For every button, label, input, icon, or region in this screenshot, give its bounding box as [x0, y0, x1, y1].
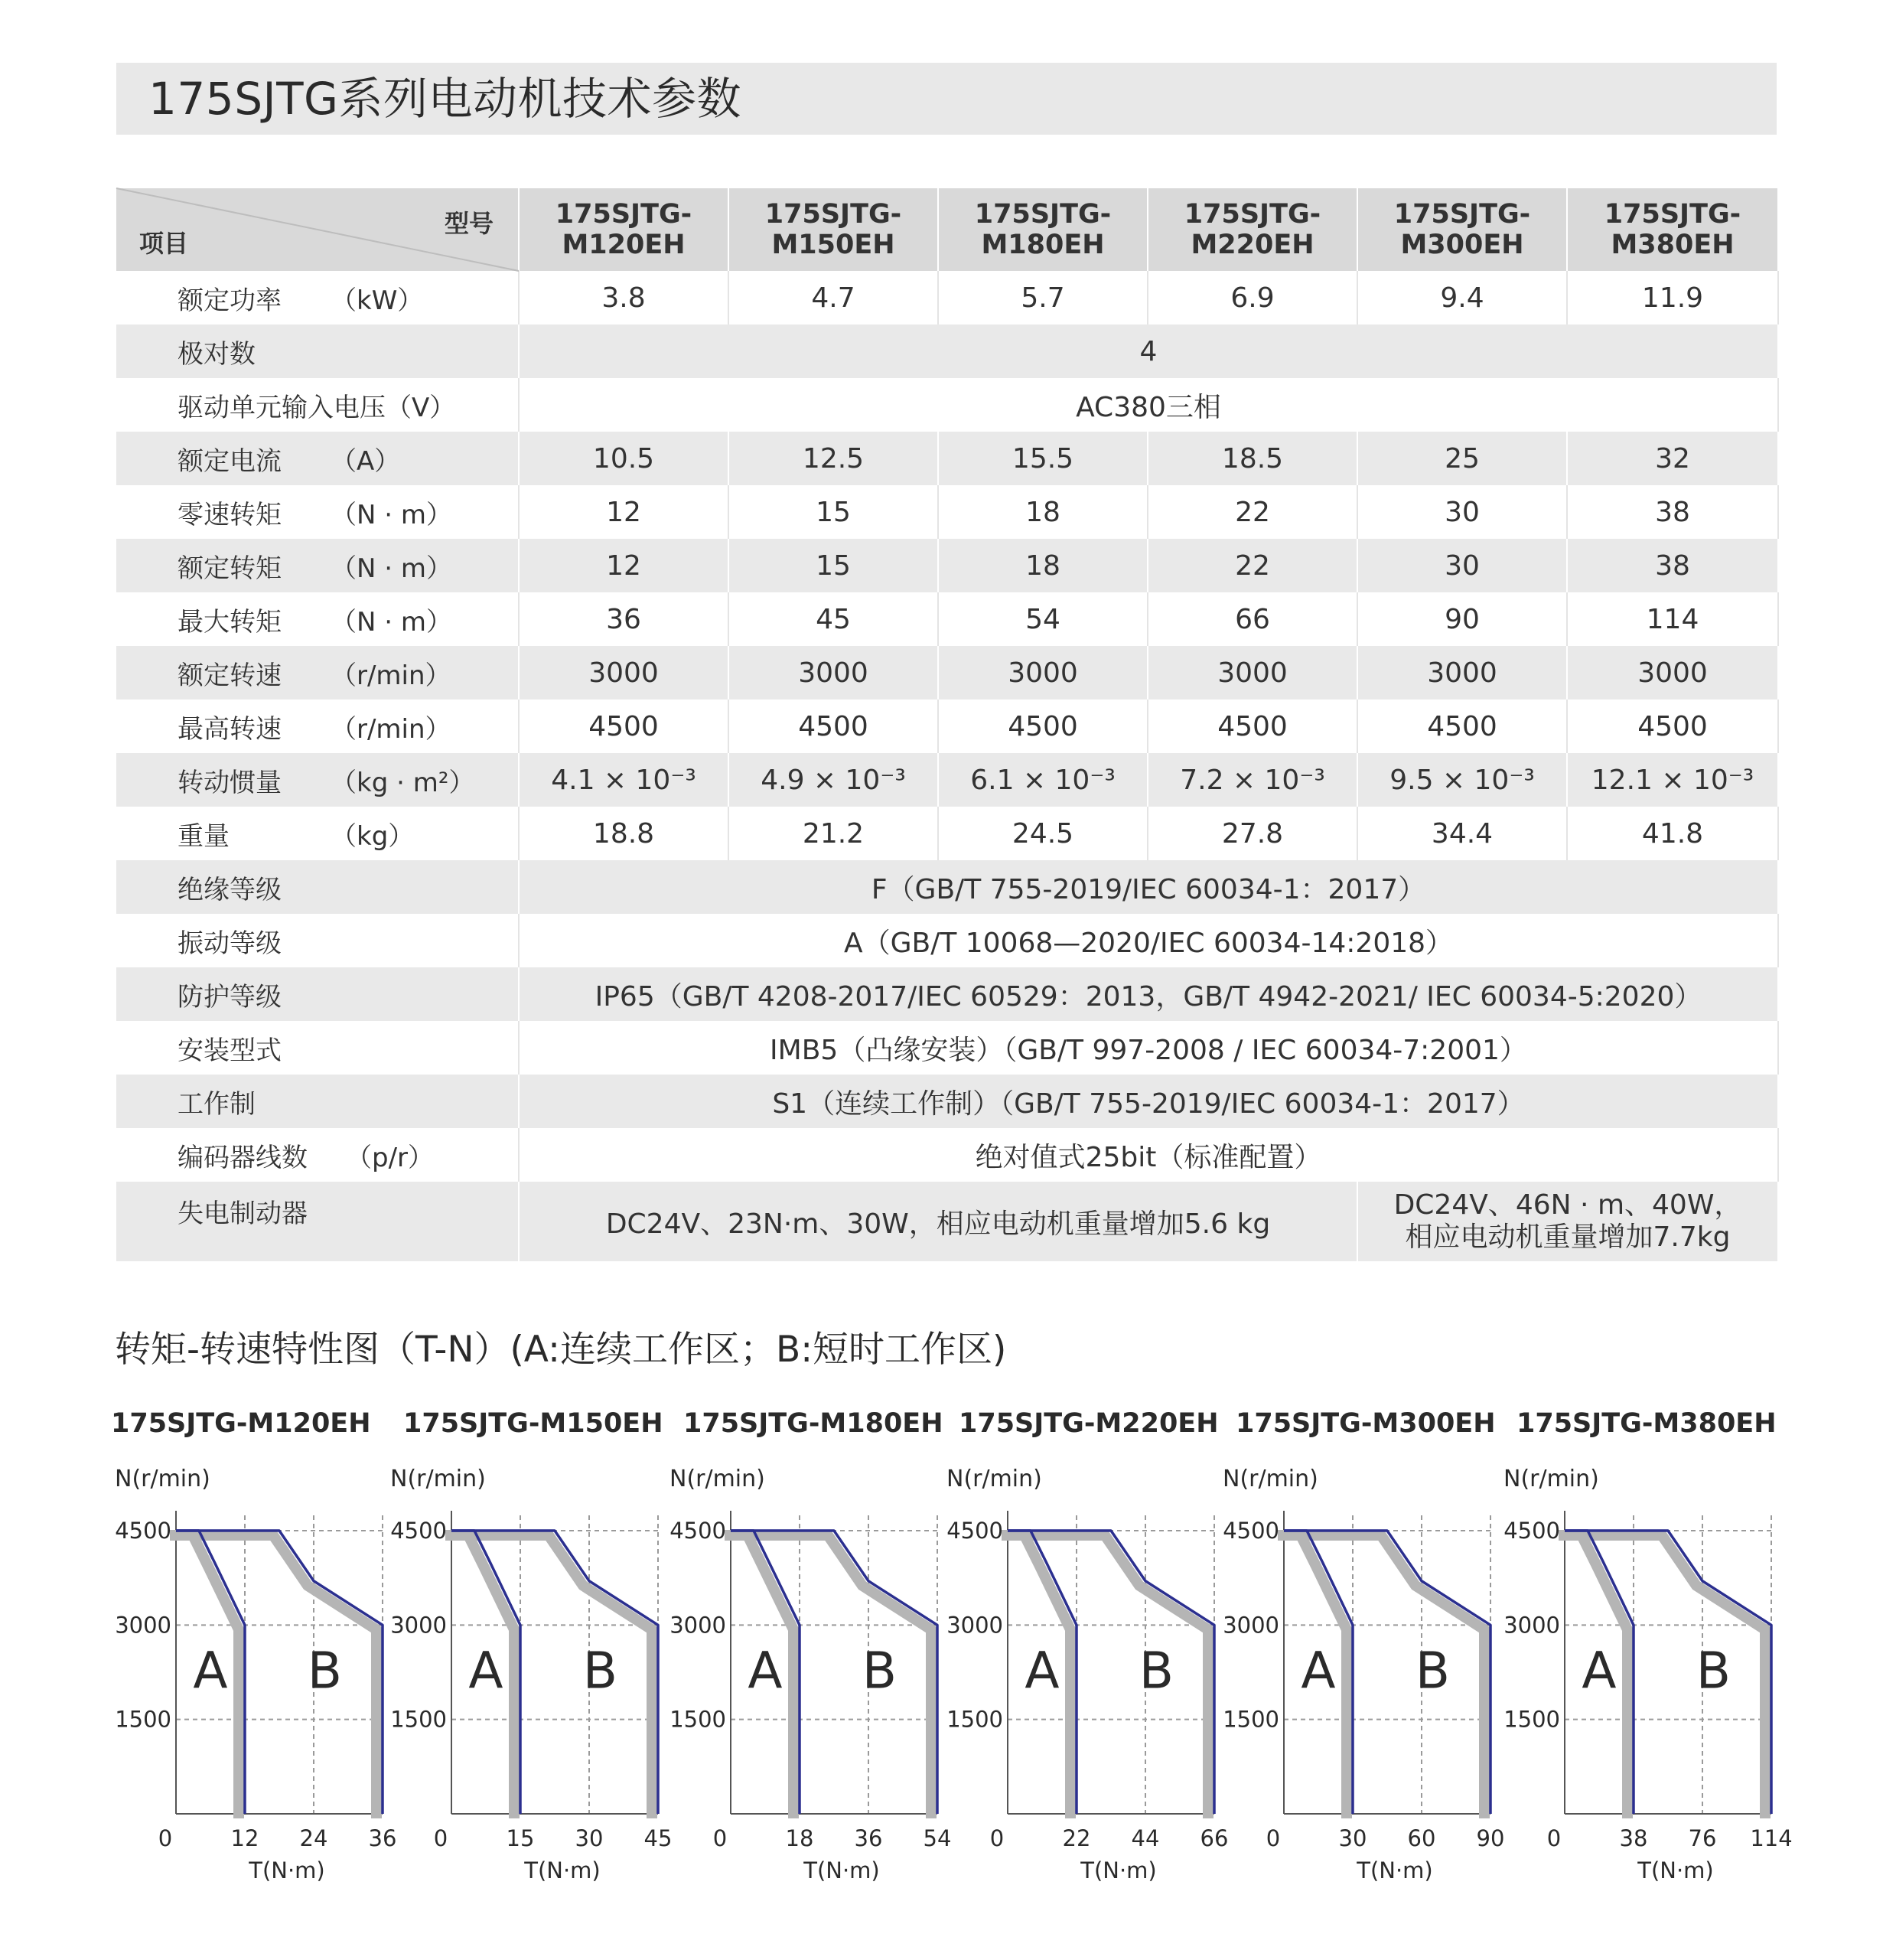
- row-unit: （N · m）: [331, 553, 452, 584]
- row-label-cell: [116, 967, 519, 1021]
- value-cell: 4500: [1357, 700, 1567, 753]
- brake-large-line2: 相应电动机重量增加7.7kg: [1405, 1221, 1731, 1253]
- value-cell: 4500: [519, 700, 728, 753]
- y-tick-label: 1500: [1223, 1706, 1279, 1733]
- value-cell: 5.7: [938, 271, 1148, 324]
- row-label: 额定电流: [178, 445, 282, 477]
- value-cell: 38: [1567, 539, 1778, 592]
- y-tick-label: 3000: [1223, 1612, 1279, 1639]
- model-header-cell: [728, 188, 938, 271]
- value-cell: 4500: [1148, 700, 1357, 753]
- chart-title: 175SJTG-M300EH: [1236, 1408, 1496, 1439]
- x-tick-label: 0: [1266, 1825, 1281, 1851]
- tn-chart: [662, 1454, 953, 1898]
- x-tick-label: 36: [854, 1825, 883, 1851]
- table-corner-cell: [116, 188, 519, 271]
- region-label-a: A: [1582, 1641, 1617, 1701]
- x-tick-label: 90: [1476, 1825, 1505, 1851]
- value-cell: 24.5: [938, 807, 1148, 860]
- tn-chart: [1215, 1454, 1506, 1898]
- row-label-cell: [116, 1182, 519, 1261]
- row-label: 安装型式: [178, 1035, 282, 1066]
- row-label: 零速转矩: [178, 499, 282, 530]
- table-row: [116, 914, 1778, 967]
- table-row: [116, 807, 1778, 860]
- model-header-cell: [938, 188, 1148, 271]
- table-row: [116, 1182, 1778, 1261]
- x-tick-label: 0: [1546, 1825, 1562, 1851]
- corner-model-label: 型号: [444, 209, 494, 238]
- x-tick-label: 30: [575, 1825, 604, 1851]
- row-label: 最大转矩: [178, 606, 282, 638]
- table-row: [116, 485, 1778, 539]
- y-tick-label: 3000: [946, 1612, 1003, 1639]
- region-label-a: A: [468, 1641, 503, 1701]
- region-label-b: B: [1696, 1641, 1731, 1701]
- brake-large-line1: DC24V、46N · m、40W，: [1393, 1189, 1742, 1221]
- model-name-line2: M380EH: [1611, 230, 1735, 260]
- x-tick-label: 0: [158, 1825, 173, 1851]
- value-cell: 12.1 × 10⁻³: [1567, 753, 1778, 807]
- x-tick-label: 30: [1338, 1825, 1367, 1851]
- row-label-cell: [116, 1128, 519, 1182]
- y-axis-label: N(r/min): [946, 1466, 1042, 1492]
- value-cell: 25: [1357, 432, 1567, 485]
- row-label-cell: [116, 539, 519, 592]
- value-cell: 11.9: [1567, 271, 1778, 324]
- value-cell: 9.4: [1357, 271, 1567, 324]
- value-cell: 15: [728, 485, 938, 539]
- x-tick-label: 60: [1407, 1825, 1436, 1851]
- row-label-cell: [116, 432, 519, 485]
- row-label-cell: [116, 914, 519, 967]
- table-row: [116, 378, 1778, 432]
- y-axis-label: N(r/min): [1223, 1466, 1318, 1492]
- tn-chart: [939, 1454, 1230, 1898]
- value-cell: 3000: [519, 646, 728, 700]
- value-cell: 4.7: [728, 271, 938, 324]
- spec-table: [116, 188, 1779, 1261]
- model-name-line2: M220EH: [1191, 230, 1314, 260]
- y-tick-label: 3000: [390, 1612, 447, 1639]
- value-cell: 66: [1148, 592, 1357, 646]
- chart-title: 175SJTG-M220EH: [959, 1408, 1219, 1439]
- row-label: 振动等级: [178, 928, 282, 959]
- row-label-cell: [116, 378, 519, 432]
- merged-value-cell: S1（连续工作制）（GB/T 755-2019/IEC 60034-1：2017）: [519, 1075, 1778, 1128]
- row-label-cell: [116, 646, 519, 700]
- x-tick-label: 66: [1200, 1825, 1229, 1851]
- table-header-row: [116, 188, 1778, 271]
- y-tick-label: 3000: [669, 1612, 726, 1639]
- region-label-a: A: [193, 1641, 228, 1701]
- value-cell: 4.9 × 10⁻³: [728, 753, 938, 807]
- page-title: 175SJTG系列电动机技术参数: [148, 73, 741, 125]
- row-label-cell: [116, 324, 519, 378]
- row-label-cell: [116, 271, 519, 324]
- y-tick-label: 4500: [669, 1518, 726, 1544]
- y-axis-label: N(r/min): [115, 1466, 210, 1492]
- value-cell: 9.5 × 10⁻³: [1357, 753, 1567, 807]
- row-unit: （kg）: [331, 820, 415, 852]
- x-axis-label: T(N·m): [1080, 1857, 1157, 1883]
- value-cell: 38: [1567, 485, 1778, 539]
- value-cell: 34.4: [1357, 807, 1567, 860]
- value-cell: 32: [1567, 432, 1778, 485]
- value-cell: 12.5: [728, 432, 938, 485]
- row-unit: （kW）: [331, 285, 424, 316]
- row-label: 额定转速: [178, 660, 282, 691]
- value-cell: 18: [938, 539, 1148, 592]
- region-label-b: B: [307, 1641, 343, 1701]
- model-name-line2: M120EH: [562, 230, 686, 260]
- model-name-line1: 175SJTG-: [555, 199, 692, 230]
- value-cell: 18.5: [1148, 432, 1357, 485]
- table-row: [116, 967, 1778, 1021]
- x-tick-label: 54: [923, 1825, 952, 1851]
- y-tick-label: 1500: [946, 1706, 1003, 1733]
- region-label-b: B: [582, 1641, 618, 1701]
- tn-chart: [107, 1454, 398, 1898]
- value-cell: 90: [1357, 592, 1567, 646]
- x-tick-label: 22: [1062, 1825, 1091, 1851]
- brake-value-cell-large: [1357, 1182, 1778, 1261]
- x-axis-label: T(N·m): [1357, 1857, 1433, 1883]
- chart-title: 175SJTG-M120EH: [111, 1408, 371, 1439]
- value-cell: 18: [938, 485, 1148, 539]
- chart-title: 175SJTG-M180EH: [683, 1408, 943, 1439]
- model-name-line1: 175SJTG-: [1184, 199, 1321, 230]
- x-tick-label: 15: [506, 1825, 535, 1851]
- value-cell: 21.2: [728, 807, 938, 860]
- x-tick-label: 0: [712, 1825, 728, 1851]
- model-name-line1: 175SJTG-: [764, 199, 902, 230]
- y-tick-label: 3000: [115, 1612, 171, 1639]
- value-cell: 3000: [1148, 646, 1357, 700]
- table-row: [116, 860, 1778, 914]
- x-tick-label: 0: [989, 1825, 1005, 1851]
- table-row: [116, 1128, 1778, 1182]
- table-row: [116, 271, 1778, 324]
- x-tick-label: 18: [785, 1825, 814, 1851]
- value-cell: 6.9: [1148, 271, 1357, 324]
- y-tick-label: 4500: [1223, 1518, 1279, 1544]
- merged-value-cell: 绝对值式25bit（标准配置）: [519, 1128, 1778, 1182]
- row-unit: （r/min）: [331, 713, 451, 745]
- x-tick-label: 12: [230, 1825, 259, 1851]
- value-cell: 30: [1357, 485, 1567, 539]
- value-cell: 4500: [728, 700, 938, 753]
- row-label: 额定功率: [178, 285, 282, 316]
- value-cell: 30: [1357, 539, 1567, 592]
- value-cell: 45: [728, 592, 938, 646]
- x-tick-label: 38: [1619, 1825, 1648, 1851]
- table-row: [116, 432, 1778, 485]
- table-row: [116, 539, 1778, 592]
- x-tick-label: 45: [643, 1825, 673, 1851]
- y-tick-label: 4500: [1503, 1518, 1560, 1544]
- value-cell: 18.8: [519, 807, 728, 860]
- value-cell: 15: [728, 539, 938, 592]
- table-row: [116, 592, 1778, 646]
- row-label-cell: [116, 860, 519, 914]
- x-axis-label: T(N·m): [524, 1857, 601, 1883]
- model-name-line1: 175SJTG-: [1604, 199, 1741, 230]
- x-tick-label: 44: [1131, 1825, 1160, 1851]
- y-axis-label: N(r/min): [669, 1466, 765, 1492]
- row-label: 绝缘等级: [178, 874, 282, 905]
- model-header-cell: [1567, 188, 1778, 271]
- row-label-cell: [116, 1021, 519, 1075]
- x-tick-label: 76: [1688, 1825, 1717, 1851]
- tn-chart: [1496, 1454, 1793, 1898]
- row-unit: （A）: [331, 445, 401, 477]
- value-cell: 27.8: [1148, 807, 1357, 860]
- row-unit: （N · m）: [331, 606, 452, 638]
- row-label-cell: [116, 807, 519, 860]
- value-cell: 41.8: [1567, 807, 1778, 860]
- y-tick-label: 4500: [115, 1518, 171, 1544]
- value-cell: 114: [1567, 592, 1778, 646]
- region-label-a: A: [1025, 1641, 1060, 1701]
- table-row: [116, 753, 1778, 807]
- y-tick-label: 1500: [390, 1706, 447, 1733]
- row-label: 转动惯量: [178, 767, 282, 798]
- value-cell: 36: [519, 592, 728, 646]
- model-name-line1: 175SJTG-: [974, 199, 1112, 230]
- model-name-line1: 175SJTG-: [1393, 199, 1531, 230]
- value-cell: 4.1 × 10⁻³: [519, 753, 728, 807]
- value-cell: 22: [1148, 485, 1357, 539]
- row-label-cell: [116, 700, 519, 753]
- chart-title: 175SJTG-M380EH: [1516, 1408, 1777, 1439]
- row-label: 极对数: [178, 338, 256, 370]
- row-label-cell: [116, 1075, 519, 1128]
- merged-value-cell: AC380三相: [519, 378, 1778, 432]
- row-unit: （p/r）: [346, 1142, 435, 1173]
- table-row: [116, 324, 1778, 378]
- value-cell: 54: [938, 592, 1148, 646]
- row-label-cell: [116, 592, 519, 646]
- x-axis-label: T(N·m): [1637, 1857, 1714, 1883]
- row-unit: （r/min）: [331, 660, 451, 691]
- table-row: [116, 1021, 1778, 1075]
- region-label-b: B: [1415, 1641, 1451, 1701]
- x-tick-label: 114: [1750, 1825, 1793, 1851]
- y-axis-label: N(r/min): [1503, 1466, 1599, 1492]
- model-header-cell: [519, 188, 728, 271]
- value-cell: 22: [1148, 539, 1357, 592]
- y-tick-label: 4500: [946, 1518, 1003, 1544]
- x-tick-label: 36: [368, 1825, 397, 1851]
- merged-value-cell: A（GB/T 10068—2020/IEC 60034-14:2018）: [519, 914, 1778, 967]
- model-header-cell: [1148, 188, 1357, 271]
- value-cell: 3000: [1567, 646, 1778, 700]
- value-cell: 12: [519, 485, 728, 539]
- region-label-b: B: [1139, 1641, 1174, 1701]
- brake-value-cell: DC24V、23N·m、30W，相应电动机重量增加5.6 kg: [519, 1182, 1357, 1261]
- value-cell: 3.8: [519, 271, 728, 324]
- value-cell: 3000: [1357, 646, 1567, 700]
- x-axis-label: T(N·m): [803, 1857, 880, 1883]
- row-label: 编码器线数: [178, 1142, 308, 1173]
- region-label-a: A: [748, 1641, 783, 1701]
- x-tick-label: 24: [299, 1825, 328, 1851]
- y-tick-label: 1500: [115, 1706, 171, 1733]
- y-tick-label: 4500: [390, 1518, 447, 1544]
- merged-value-cell: IMB5（凸缘安装）（GB/T 997-2008 / IEC 60034-7:2001）: [519, 1021, 1778, 1075]
- row-label: 驱动单元输入电压（V）: [178, 392, 456, 423]
- model-name-line2: M300EH: [1400, 230, 1524, 260]
- merged-value-cell: F（GB/T 755-2019/IEC 60034-1：2017）: [519, 860, 1778, 914]
- row-unit: （kg · m²）: [331, 767, 475, 798]
- value-cell: 10.5: [519, 432, 728, 485]
- region-label-b: B: [862, 1641, 898, 1701]
- model-name-line2: M150EH: [771, 230, 895, 260]
- row-label: 额定转矩: [178, 553, 282, 584]
- row-label: 防护等级: [178, 981, 282, 1013]
- merged-value-cell: 4: [519, 324, 1778, 378]
- value-cell: 3000: [938, 646, 1148, 700]
- value-cell: 3000: [728, 646, 938, 700]
- x-axis-label: T(N·m): [249, 1857, 325, 1883]
- corner-item-label: 项目: [139, 229, 189, 258]
- row-label: 最高转速: [178, 713, 282, 745]
- row-label: 工作制: [178, 1088, 256, 1120]
- title-bar: [116, 63, 1777, 135]
- x-tick-label: 0: [433, 1825, 448, 1851]
- row-unit: （N · m）: [331, 499, 452, 530]
- y-tick-label: 1500: [669, 1706, 726, 1733]
- model-header-cell: [1357, 188, 1567, 271]
- row-label: 重量: [178, 820, 230, 852]
- chart-title: 175SJTG-M150EH: [403, 1408, 663, 1439]
- row-label-cell: [116, 485, 519, 539]
- row-label-cell: [116, 753, 519, 807]
- value-cell: 4500: [938, 700, 1148, 753]
- model-name-line2: M180EH: [981, 230, 1105, 260]
- value-cell: 15.5: [938, 432, 1148, 485]
- merged-value-cell: IP65（GB/T 4208-2017/IEC 60529：2013，GB/T 4942-2021/ IEC 60034-5:2020）: [519, 967, 1778, 1021]
- y-tick-label: 3000: [1503, 1612, 1560, 1639]
- value-cell: 6.1 × 10⁻³: [938, 753, 1148, 807]
- table-row: [116, 700, 1778, 753]
- value-cell: 7.2 × 10⁻³: [1148, 753, 1357, 807]
- value-cell: 4500: [1567, 700, 1778, 753]
- y-axis-label: N(r/min): [390, 1466, 486, 1492]
- y-tick-label: 1500: [1503, 1706, 1560, 1733]
- tn-chart: [383, 1454, 673, 1898]
- chart-heading: 转矩-转速特性图（T-N）(A:连续工作区；B:短时工作区): [115, 1329, 1007, 1371]
- table-row: [116, 1075, 1778, 1128]
- table-row: [116, 646, 1778, 700]
- value-cell: 12: [519, 539, 728, 592]
- region-label-a: A: [1301, 1641, 1336, 1701]
- row-label: 失电制动器: [178, 1199, 308, 1229]
